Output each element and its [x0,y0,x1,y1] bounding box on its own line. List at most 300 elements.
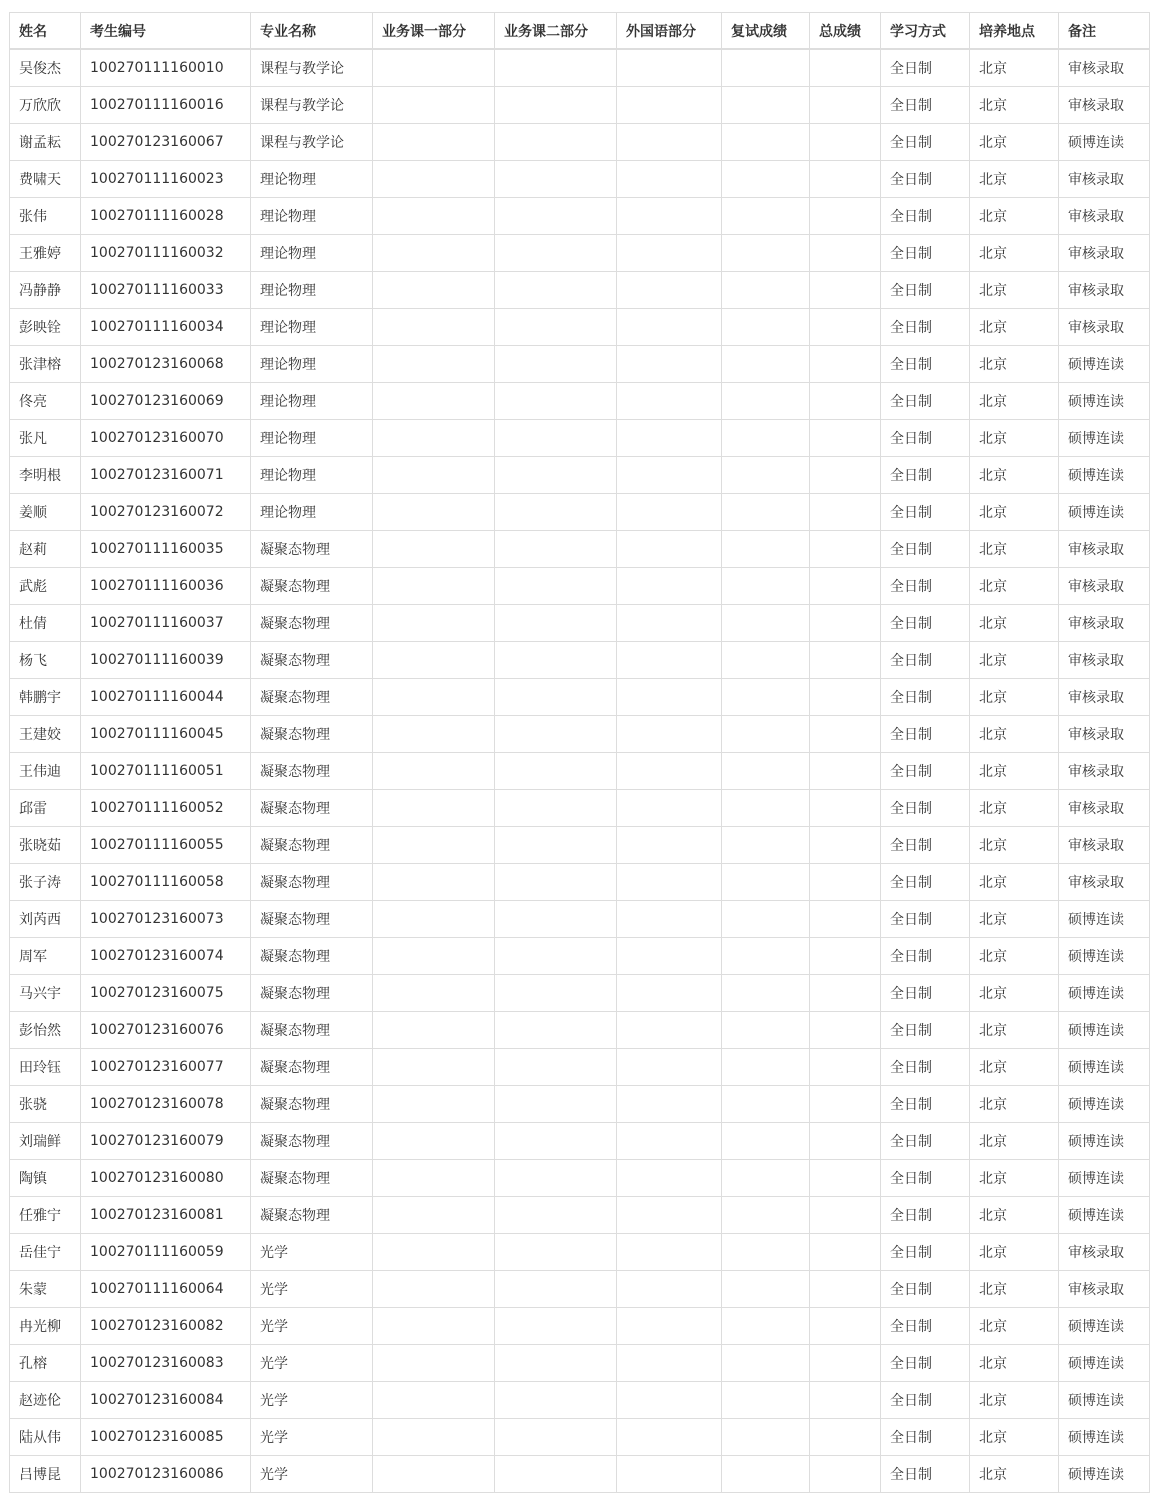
cell-exam-id: 100270123160071 [81,457,251,494]
cell-name: 张伟 [10,198,81,235]
cell-remarks: 硕博连读 [1059,420,1150,457]
cell-foreign-language-score [617,753,722,790]
cell-foreign-language-score [617,1419,722,1456]
cell-training-location: 北京 [970,679,1059,716]
cell-training-location: 北京 [970,87,1059,124]
cell-name: 孔榕 [10,1345,81,1382]
cell-study-mode: 全日制 [881,531,970,568]
cell-major: 凝聚态物理 [251,1123,373,1160]
cell-course-2-score [495,346,617,383]
cell-retest-score [722,1049,810,1086]
table-row [10,272,1150,309]
cell-foreign-language-score [617,605,722,642]
cell-retest-score [722,1234,810,1271]
cell-remarks: 审核录取 [1059,49,1150,87]
cell-course-2-score [495,827,617,864]
cell-total-score [810,1382,881,1419]
column-header-remarks: 备注 [1059,13,1150,50]
cell-course-1-score [373,790,495,827]
cell-retest-score [722,420,810,457]
cell-total-score [810,383,881,420]
cell-course-2-score [495,568,617,605]
cell-total-score [810,568,881,605]
cell-study-mode: 全日制 [881,346,970,383]
cell-foreign-language-score [617,49,722,87]
cell-total-score [810,272,881,309]
cell-retest-score [722,124,810,161]
cell-study-mode: 全日制 [881,679,970,716]
cell-retest-score [722,383,810,420]
table-row [10,531,1150,568]
table-row [10,494,1150,531]
cell-remarks: 审核录取 [1059,1271,1150,1308]
cell-retest-score [722,753,810,790]
cell-total-score [810,1123,881,1160]
cell-exam-id: 100270111160044 [81,679,251,716]
table-row [10,1123,1150,1160]
cell-course-2-score [495,531,617,568]
cell-training-location: 北京 [970,716,1059,753]
cell-foreign-language-score [617,827,722,864]
cell-retest-score [722,975,810,1012]
cell-remarks: 审核录取 [1059,790,1150,827]
cell-exam-id: 100270111160036 [81,568,251,605]
cell-name: 张津榕 [10,346,81,383]
cell-study-mode: 全日制 [881,1012,970,1049]
cell-course-1-score [373,1234,495,1271]
cell-name: 朱蒙 [10,1271,81,1308]
cell-training-location: 北京 [970,494,1059,531]
cell-total-score [810,457,881,494]
cell-course-2-score [495,198,617,235]
table-row [10,1012,1150,1049]
cell-study-mode: 全日制 [881,1345,970,1382]
cell-training-location: 北京 [970,1308,1059,1345]
cell-foreign-language-score [617,1234,722,1271]
cell-total-score [810,1271,881,1308]
cell-total-score [810,975,881,1012]
cell-course-2-score [495,309,617,346]
cell-total-score [810,1086,881,1123]
cell-name: 任雅宁 [10,1197,81,1234]
cell-foreign-language-score [617,1382,722,1419]
cell-study-mode: 全日制 [881,938,970,975]
cell-foreign-language-score [617,494,722,531]
cell-exam-id: 100270123160082 [81,1308,251,1345]
cell-training-location: 北京 [970,235,1059,272]
cell-total-score [810,938,881,975]
cell-total-score [810,901,881,938]
table-row [10,605,1150,642]
cell-major: 理论物理 [251,161,373,198]
cell-name: 王雅婷 [10,235,81,272]
cell-total-score [810,494,881,531]
cell-exam-id: 100270111160052 [81,790,251,827]
cell-remarks: 硕博连读 [1059,1049,1150,1086]
cell-course-1-score [373,1419,495,1456]
cell-training-location: 北京 [970,1049,1059,1086]
cell-major: 理论物理 [251,494,373,531]
cell-major: 凝聚态物理 [251,1160,373,1197]
cell-retest-score [722,1308,810,1345]
cell-exam-id: 100270111160045 [81,716,251,753]
cell-exam-id: 100270123160085 [81,1419,251,1456]
cell-foreign-language-score [617,1345,722,1382]
cell-training-location: 北京 [970,346,1059,383]
cell-course-2-score [495,753,617,790]
cell-remarks: 审核录取 [1059,235,1150,272]
cell-foreign-language-score [617,642,722,679]
cell-training-location: 北京 [970,1234,1059,1271]
cell-course-1-score [373,716,495,753]
cell-foreign-language-score [617,679,722,716]
cell-total-score [810,864,881,901]
cell-major: 凝聚态物理 [251,938,373,975]
cell-retest-score [722,87,810,124]
cell-remarks: 硕博连读 [1059,457,1150,494]
cell-exam-id: 100270123160079 [81,1123,251,1160]
table-row [10,1160,1150,1197]
cell-study-mode: 全日制 [881,420,970,457]
cell-study-mode: 全日制 [881,1049,970,1086]
table-header-row [10,13,1150,50]
cell-course-2-score [495,1382,617,1419]
cell-exam-id: 100270111160023 [81,161,251,198]
cell-exam-id: 100270123160080 [81,1160,251,1197]
cell-training-location: 北京 [970,642,1059,679]
cell-course-2-score [495,1049,617,1086]
cell-study-mode: 全日制 [881,790,970,827]
cell-remarks: 硕博连读 [1059,1308,1150,1345]
column-header-total-score: 总成绩 [810,13,881,50]
cell-course-1-score [373,1160,495,1197]
cell-course-1-score [373,346,495,383]
cell-name: 张骁 [10,1086,81,1123]
table-row [10,1197,1150,1234]
cell-retest-score [722,716,810,753]
cell-total-score [810,716,881,753]
cell-name: 韩鹏宇 [10,679,81,716]
table-row [10,938,1150,975]
cell-foreign-language-score [617,975,722,1012]
cell-course-2-score [495,272,617,309]
cell-exam-id: 100270111160064 [81,1271,251,1308]
cell-retest-score [722,864,810,901]
cell-training-location: 北京 [970,457,1059,494]
cell-study-mode: 全日制 [881,1197,970,1234]
cell-name: 李明根 [10,457,81,494]
cell-training-location: 北京 [970,864,1059,901]
cell-name: 陶镇 [10,1160,81,1197]
table-row [10,309,1150,346]
cell-course-1-score [373,1308,495,1345]
cell-major: 凝聚态物理 [251,1086,373,1123]
cell-study-mode: 全日制 [881,1234,970,1271]
cell-training-location: 北京 [970,938,1059,975]
cell-exam-id: 100270111160016 [81,87,251,124]
cell-major: 理论物理 [251,272,373,309]
cell-study-mode: 全日制 [881,309,970,346]
cell-course-2-score [495,87,617,124]
cell-major: 光学 [251,1419,373,1456]
cell-training-location: 北京 [970,901,1059,938]
cell-exam-id: 100270123160084 [81,1382,251,1419]
cell-foreign-language-score [617,87,722,124]
cell-training-location: 北京 [970,1123,1059,1160]
cell-exam-id: 100270123160077 [81,1049,251,1086]
cell-major: 凝聚态物理 [251,568,373,605]
cell-course-2-score [495,494,617,531]
cell-study-mode: 全日制 [881,642,970,679]
cell-course-1-score [373,87,495,124]
cell-name: 杨飞 [10,642,81,679]
cell-total-score [810,679,881,716]
cell-major: 理论物理 [251,198,373,235]
cell-foreign-language-score [617,790,722,827]
table-row [10,1234,1150,1271]
cell-major: 凝聚态物理 [251,790,373,827]
cell-foreign-language-score [617,198,722,235]
cell-remarks: 审核录取 [1059,272,1150,309]
table-row [10,1419,1150,1456]
cell-total-score [810,309,881,346]
cell-retest-score [722,1382,810,1419]
cell-course-1-score [373,309,495,346]
cell-exam-id: 100270123160076 [81,1012,251,1049]
cell-study-mode: 全日制 [881,716,970,753]
cell-retest-score [722,827,810,864]
cell-retest-score [722,198,810,235]
cell-study-mode: 全日制 [881,1456,970,1493]
cell-course-1-score [373,124,495,161]
cell-total-score [810,1234,881,1271]
cell-training-location: 北京 [970,753,1059,790]
cell-retest-score [722,1456,810,1493]
cell-remarks: 审核录取 [1059,827,1150,864]
cell-major: 理论物理 [251,309,373,346]
table-row [10,1086,1150,1123]
cell-study-mode: 全日制 [881,605,970,642]
cell-foreign-language-score [617,1012,722,1049]
cell-retest-score [722,605,810,642]
column-header-foreign-language-score: 外国语部分 [617,13,722,50]
cell-course-1-score [373,1086,495,1123]
table-body [10,49,1150,1493]
cell-course-2-score [495,864,617,901]
column-header-training-location: 培养地点 [970,13,1059,50]
cell-foreign-language-score [617,383,722,420]
cell-total-score [810,1456,881,1493]
cell-course-2-score [495,679,617,716]
table-row [10,1271,1150,1308]
cell-study-mode: 全日制 [881,1271,970,1308]
cell-course-1-score [373,1123,495,1160]
cell-study-mode: 全日制 [881,827,970,864]
cell-name: 冉光柳 [10,1308,81,1345]
cell-course-2-score [495,383,617,420]
cell-exam-id: 100270111160034 [81,309,251,346]
cell-exam-id: 100270123160081 [81,1197,251,1234]
cell-major: 凝聚态物理 [251,716,373,753]
cell-exam-id: 100270123160074 [81,938,251,975]
table-row [10,975,1150,1012]
cell-name: 张凡 [10,420,81,457]
cell-retest-score [722,790,810,827]
cell-exam-id: 100270123160073 [81,901,251,938]
cell-total-score [810,1197,881,1234]
cell-total-score [810,790,881,827]
cell-name: 谢孟耘 [10,124,81,161]
table-row [10,1308,1150,1345]
cell-major: 光学 [251,1382,373,1419]
cell-training-location: 北京 [970,1086,1059,1123]
cell-course-2-score [495,1345,617,1382]
table-row [10,679,1150,716]
cell-retest-score [722,938,810,975]
cell-course-2-score [495,1160,617,1197]
cell-retest-score [722,531,810,568]
column-header-name: 姓名 [10,13,81,50]
table-row [10,716,1150,753]
table-row [10,198,1150,235]
cell-course-1-score [373,864,495,901]
cell-training-location: 北京 [970,531,1059,568]
cell-name: 冯静静 [10,272,81,309]
cell-remarks: 审核录取 [1059,716,1150,753]
cell-retest-score [722,1160,810,1197]
cell-major: 凝聚态物理 [251,605,373,642]
cell-foreign-language-score [617,568,722,605]
cell-foreign-language-score [617,457,722,494]
cell-remarks: 硕博连读 [1059,1382,1150,1419]
cell-exam-id: 100270123160069 [81,383,251,420]
table-row [10,568,1150,605]
table-row [10,827,1150,864]
cell-exam-id: 100270123160072 [81,494,251,531]
cell-name: 邱雷 [10,790,81,827]
cell-total-score [810,642,881,679]
cell-foreign-language-score [617,161,722,198]
cell-course-2-score [495,975,617,1012]
cell-training-location: 北京 [970,1419,1059,1456]
table-row [10,457,1150,494]
cell-remarks: 硕博连读 [1059,494,1150,531]
cell-course-1-score [373,605,495,642]
cell-course-1-score [373,1271,495,1308]
cell-total-score [810,605,881,642]
cell-study-mode: 全日制 [881,1086,970,1123]
cell-training-location: 北京 [970,1271,1059,1308]
cell-course-2-score [495,161,617,198]
cell-remarks: 硕博连读 [1059,1345,1150,1382]
cell-total-score [810,235,881,272]
cell-training-location: 北京 [970,1012,1059,1049]
cell-total-score [810,1049,881,1086]
table-row [10,901,1150,938]
cell-study-mode: 全日制 [881,383,970,420]
cell-total-score [810,198,881,235]
cell-foreign-language-score [617,531,722,568]
cell-course-1-score [373,753,495,790]
cell-course-2-score [495,1123,617,1160]
cell-course-1-score [373,49,495,87]
cell-foreign-language-score [617,420,722,457]
cell-name: 张子涛 [10,864,81,901]
column-header-major: 专业名称 [251,13,373,50]
cell-major: 凝聚态物理 [251,975,373,1012]
cell-training-location: 北京 [970,124,1059,161]
cell-course-2-score [495,1012,617,1049]
cell-name: 王建姣 [10,716,81,753]
cell-foreign-language-score [617,346,722,383]
cell-remarks: 审核录取 [1059,679,1150,716]
cell-study-mode: 全日制 [881,198,970,235]
cell-study-mode: 全日制 [881,901,970,938]
cell-course-2-score [495,420,617,457]
cell-course-1-score [373,901,495,938]
cell-name: 吕博昆 [10,1456,81,1493]
cell-course-2-score [495,1456,617,1493]
cell-study-mode: 全日制 [881,235,970,272]
cell-remarks: 审核录取 [1059,864,1150,901]
cell-retest-score [722,1345,810,1382]
cell-study-mode: 全日制 [881,975,970,1012]
cell-major: 理论物理 [251,346,373,383]
cell-remarks: 硕博连读 [1059,938,1150,975]
cell-remarks: 硕博连读 [1059,1086,1150,1123]
cell-exam-id: 100270123160067 [81,124,251,161]
cell-training-location: 北京 [970,568,1059,605]
cell-major: 理论物理 [251,420,373,457]
cell-study-mode: 全日制 [881,272,970,309]
cell-retest-score [722,642,810,679]
cell-name: 田玲钰 [10,1049,81,1086]
cell-training-location: 北京 [970,309,1059,346]
cell-training-location: 北京 [970,272,1059,309]
cell-remarks: 审核录取 [1059,531,1150,568]
cell-course-2-score [495,1234,617,1271]
cell-foreign-language-score [617,1123,722,1160]
cell-name: 彭怡然 [10,1012,81,1049]
cell-major: 凝聚态物理 [251,1197,373,1234]
cell-study-mode: 全日制 [881,1419,970,1456]
cell-training-location: 北京 [970,49,1059,87]
cell-retest-score [722,1271,810,1308]
cell-major: 凝聚态物理 [251,531,373,568]
cell-course-1-score [373,1049,495,1086]
cell-retest-score [722,568,810,605]
cell-exam-id: 100270111160059 [81,1234,251,1271]
cell-remarks: 硕博连读 [1059,1419,1150,1456]
cell-foreign-language-score [617,235,722,272]
cell-training-location: 北京 [970,605,1059,642]
cell-name: 武彪 [10,568,81,605]
cell-foreign-language-score [617,272,722,309]
cell-foreign-language-score [617,864,722,901]
column-header-study-mode: 学习方式 [881,13,970,50]
cell-study-mode: 全日制 [881,1308,970,1345]
cell-remarks: 审核录取 [1059,87,1150,124]
cell-foreign-language-score [617,1271,722,1308]
cell-name: 佟亮 [10,383,81,420]
cell-course-1-score [373,161,495,198]
table-row [10,87,1150,124]
cell-total-score [810,1345,881,1382]
cell-exam-id: 100270123160068 [81,346,251,383]
cell-exam-id: 100270123160070 [81,420,251,457]
cell-foreign-language-score [617,1160,722,1197]
cell-course-2-score [495,716,617,753]
